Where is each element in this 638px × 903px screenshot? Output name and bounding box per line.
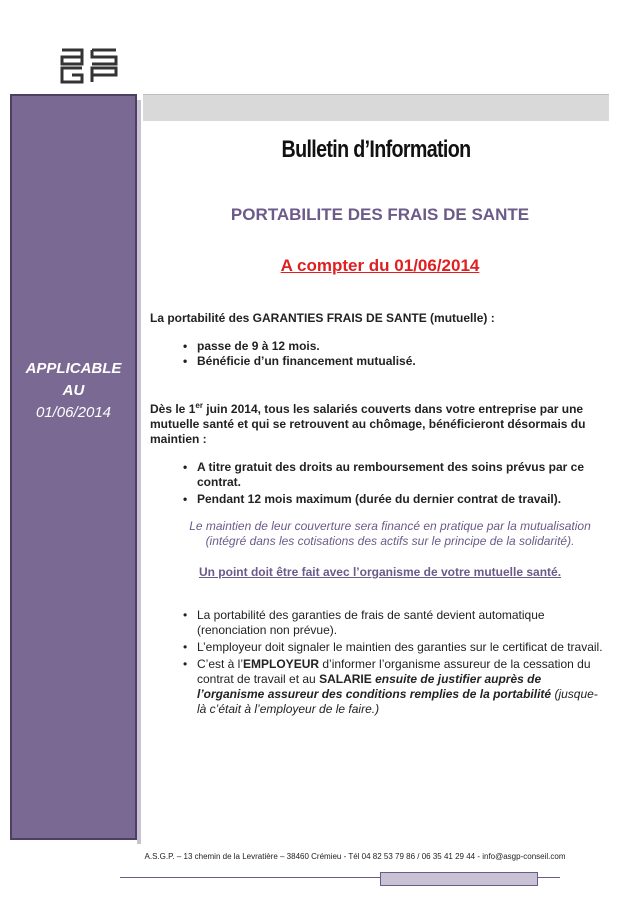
list-item: • L’employeur doit signaler le maintien des garanties sur le certificat de travail. [175, 640, 605, 655]
section2-rest: juin 2014, tous les salariés couverts dans votre entreprise par une mutuelle santé et qui se retrouvent au chômage, bénéficieront désormais du maintien : [150, 402, 586, 446]
bullet3-part-a: C’est à l’ [197, 657, 244, 671]
section2-sup: er [195, 401, 203, 410]
bullet3-part-e: ensuite de justifier auprès de l’organisme assureur des conditions remplies de la portabilité [197, 672, 552, 701]
sidebar-panel [10, 94, 137, 840]
bullet3-salarie: SALARIE [319, 672, 372, 686]
subtitle: PORTABILITE DES FRAIS DE SANTE [230, 205, 530, 224]
list-item: • Bénéficie d’un financement mutualisé. [175, 354, 605, 369]
intro-text: La portabilité des GARANTIES FRAIS DE SANTE (mutuelle) : [150, 311, 495, 325]
list-item: • passe de 9 à 12 mois. [175, 339, 605, 354]
sidebar-line-au: AU [62, 382, 85, 399]
mutual-contact-note: Un point doit être fait avec l’organisme de votre mutuelle santé. [198, 565, 562, 579]
sidebar-line-applicable: APPLICABLE [25, 360, 122, 377]
list-item: • Pendant 12 mois maximum (durée du dernier contrat de travail). [175, 492, 605, 507]
sidebar-shadow [137, 100, 141, 844]
section2-prefix: Dès le 1 [150, 402, 196, 416]
list-item: • La portabilité des garanties de frais de santé devient automatique (renonciation non prévue). [175, 608, 605, 638]
sidebar-line-date: 01/06/2014 [35, 404, 112, 421]
bullet3-part-f: (jusque-là c’était à l’employeur de le faire.) [197, 687, 598, 716]
footer-contact: A.S.G.P. – 13 chemin de la Levratière – 38460 Crémieu - Tél 04 82 53 79 86 / 06 35 41 29 44 - info@asgp-conseil.com [144, 852, 566, 861]
page-title: Bulletin d’Information [281, 136, 471, 163]
intro-bullet-list [175, 339, 605, 369]
applicable-date-block [10, 358, 137, 424]
section3-bullet-list [175, 608, 605, 719]
bullet3-employeur: EMPLOYEUR [243, 657, 320, 671]
effective-date-heading: A compter du 01/06/2014 [280, 256, 480, 275]
list-item [175, 657, 605, 717]
financing-note: Le maintien de leur couverture sera financé en pratique par la mutualisation (intégré dans les cotisations des actifs sur le principe de la solidarité). [189, 519, 591, 548]
footer-accent-box [380, 872, 538, 886]
list-item: • A titre gratuit des droits au remboursement des soins prévus par ce contrat. [175, 460, 605, 490]
header-bar [143, 94, 609, 121]
asgp-logo [58, 46, 122, 86]
section2-text [150, 398, 610, 447]
section2-bullet-list [175, 460, 605, 509]
bullet3-part-c: d’informer l’organisme assureur de la cessation du contrat de travail et au [197, 657, 591, 686]
